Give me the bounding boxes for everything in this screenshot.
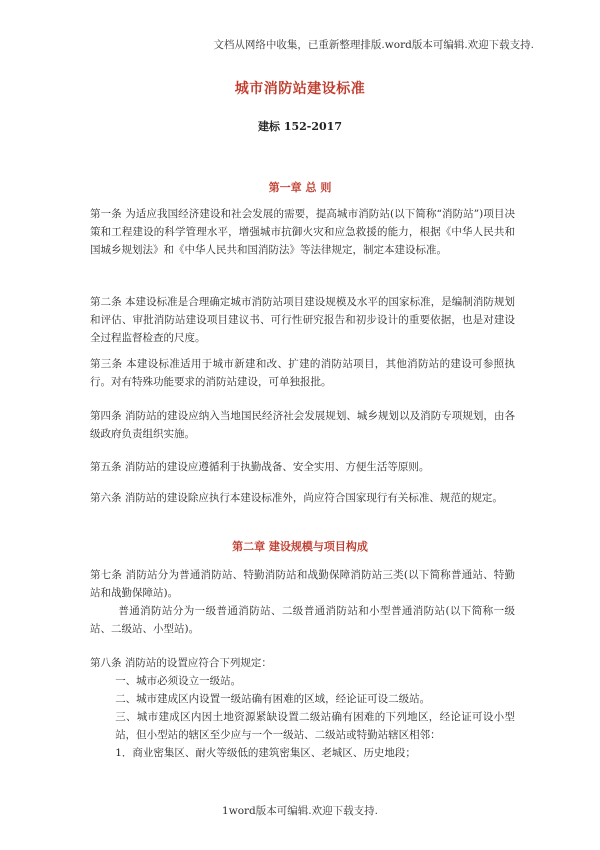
article-3 — [90, 355, 515, 391]
document-title: 城市消防站建设标准 — [234, 81, 366, 97]
article-8-item: 三、城市建成区内因土地资源紧缺设置二级站确有困难的下列地区，经论证可设小型站，但小型站的辖区至少应与一个一级站、二级站或特勤站辖区相邻： — [115, 711, 515, 741]
chapter-1-title: 第一章 总 则 — [268, 181, 332, 194]
footer-note: 1word版本可编辑.欢迎下载支持. — [222, 805, 378, 817]
article-2-text: 第二条 本建设标准是合理确定城市消防站项目建设规模及水平的国家标准，是编制消防规划和评估、审批消防站建设项目建议书、可行性研究报告和初步设计的重要依据，也是对建设全过程监督检查的尺度。 — [90, 296, 515, 344]
article-1 — [90, 205, 515, 259]
article-5 — [90, 458, 515, 476]
article-4-text: 第四条 消防站的建设应纳入当地国民经济社会发展规划、城乡规划以及消防专项规划，由各级政府负责组织实施。 — [90, 410, 515, 440]
article-7-text: 第七条 消防站分为普通消防站、特勤消防站和战勤保障消防站三类(以下简称普通站、特勤站和战勤保障站)。 — [90, 569, 515, 599]
article-8-subitem: 1．商业密集区、耐火等级低的建筑密集区、老城区、历史地段； — [115, 747, 416, 759]
article-8-text: 第八条 消防站的设置应符合下列规定： — [90, 657, 272, 669]
article-8-item: 二、城市建成区内设置一级站确有困难的区域，经论证可设二级站。 — [115, 693, 431, 705]
article-8 — [90, 654, 515, 762]
article-2 — [90, 293, 515, 347]
chapter-2-title: 第二章 建设规模与项目构成 — [232, 540, 368, 553]
article-7 — [90, 566, 515, 638]
article-7-subtext: 普通消防站分为一级普通消防站、二级普通消防站和小型普通消防站(以下简称一级站、二级站、小型站)。 — [90, 605, 515, 635]
article-6-text: 第六条 消防站的建设除应执行本建设标准外，尚应符合国家现行有关标准、规范的规定。 — [90, 492, 503, 504]
article-3-text: 第三条 本建设标准适用于城市新建和改、扩建的消防站项目，其他消防站的建设可参照执行。对有特殊功能要求的消防站建设，可单独报批。 — [90, 358, 515, 388]
header-note: 文档从网络中收集，已重新整理排版.word版本可编辑.欢迎下载支持. — [213, 39, 534, 51]
document-code: 建标 152-2017 — [258, 120, 342, 133]
article-5-text: 第五条 消防站的建设应遵循利于执勤战备、安全实用、方便生活等原则。 — [90, 461, 430, 473]
article-4 — [90, 407, 515, 443]
article-1-text: 第一条 为适应我国经济建设和社会发展的需要，提高城市消防站(以下简称“消防站”)项目决策和工程建设的科学管理水平，增强城市抗御火灾和应急救援的能力，根据《中华人民共和国城乡规划法》和《中华人民共和国消防法》等法律规定，制定本建设标准。 — [90, 208, 515, 256]
article-6 — [90, 489, 515, 507]
article-8-item: 一、城市必须设立一级站。 — [115, 675, 242, 687]
